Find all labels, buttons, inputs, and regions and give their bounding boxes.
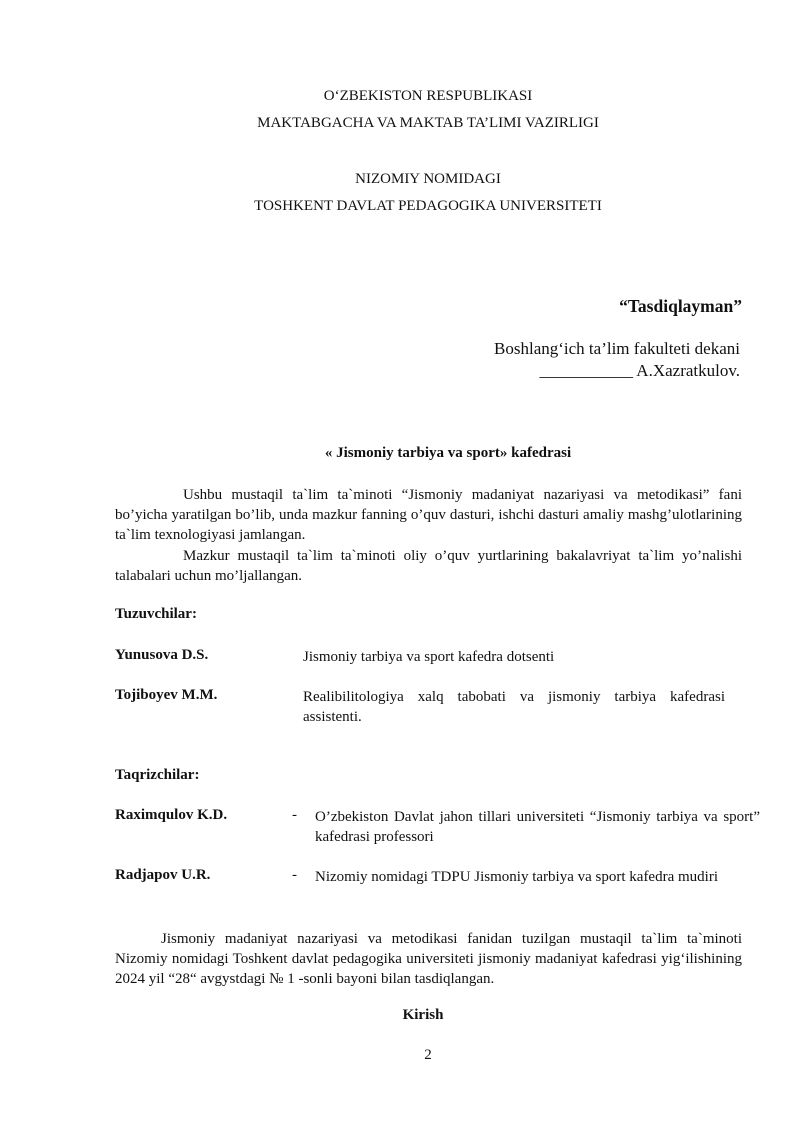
reviewers-label: Taqrizchilar: bbox=[115, 767, 200, 783]
department-title: « Jismoniy tarbiya va sport» kafedrasi bbox=[324, 445, 572, 461]
section-heading-introduction: Kirish bbox=[402, 1007, 444, 1023]
authors-label: Tuzuvchilar: bbox=[115, 606, 197, 622]
approval-title: “Tasdiqlayman” bbox=[619, 296, 742, 316]
reviewer-role: Nizomiy nomidagi TDPU Jismoniy tarbiya va sport kafedra mudiri bbox=[315, 869, 718, 885]
approval-statement: Jismoniy madaniyat nazariyasi va metodikasi fanidan tuzilgan mustaqil ta`lim ta`minoti Nizomiy nomidagi Toshkent davlat pedagogika universiteti jismoniy madaniyat kafedrasi yig‘ilishining 2024 yil “28“ avgystdagi № 1 -sonli bayoni bilan tasdiqlangan. bbox=[115, 931, 742, 987]
intro-paragraph-2: Mazkur mustaqil ta`lim ta`minoti oliy o’quv yurtlarining bakalavriyat ta`lim yo’nalishi talabalari uchun mo’ljallangan. bbox=[115, 548, 742, 584]
reviewer-name: Raximqulov K.D. bbox=[115, 807, 228, 823]
reviewer-dash: - bbox=[292, 807, 297, 823]
header-named-after: NIZOMIY NOMIDAGI bbox=[355, 171, 501, 187]
reviewer-role: O’zbekiston Davlat jahon tillari universiteti “Jismoniy tarbiya va sport” kafedrasi professori bbox=[315, 809, 760, 845]
author-name: Tojiboyev M.M. bbox=[115, 687, 218, 703]
approval-signature: ___________ A.Xazratkulov. bbox=[539, 361, 740, 380]
author-role: Jismoniy tarbiya va sport kafedra dotsenti bbox=[303, 649, 555, 665]
header-ministry: MAKTABGACHA VA MAKTAB TA’LIMI VAZIRLIGI bbox=[257, 115, 599, 131]
intro-paragraph-1: Ushbu mustaqil ta`lim ta`minoti “Jismoniy madaniyat nazariyasi va metodikasi” fani bo’yicha yaratilgan bo’lib, unda mazkur fanning o’quv dasturi, ishchi dasturi amaliy mashg’ulotlarining ta`lim texnologiyasi jamlangan. bbox=[115, 487, 742, 543]
author-name: Yunusova D.S. bbox=[115, 647, 209, 663]
header-republic: O‘ZBEKISTON RESPUBLIKASI bbox=[323, 88, 533, 104]
reviewer-dash: - bbox=[292, 867, 297, 883]
header-university: TOSHKENT DAVLAT PEDAGOGIKA UNIVERSITETI bbox=[254, 198, 602, 214]
reviewer-name: Radjapov U.R. bbox=[115, 867, 211, 883]
page-number: 2 bbox=[424, 1047, 432, 1063]
approval-position: Boshlang‘ich ta’lim fakulteti dekani bbox=[494, 339, 740, 358]
author-role: Realibilitologiya xalq tabobati va jismoniy tarbiya kafedrasi assistenti. bbox=[303, 689, 725, 725]
